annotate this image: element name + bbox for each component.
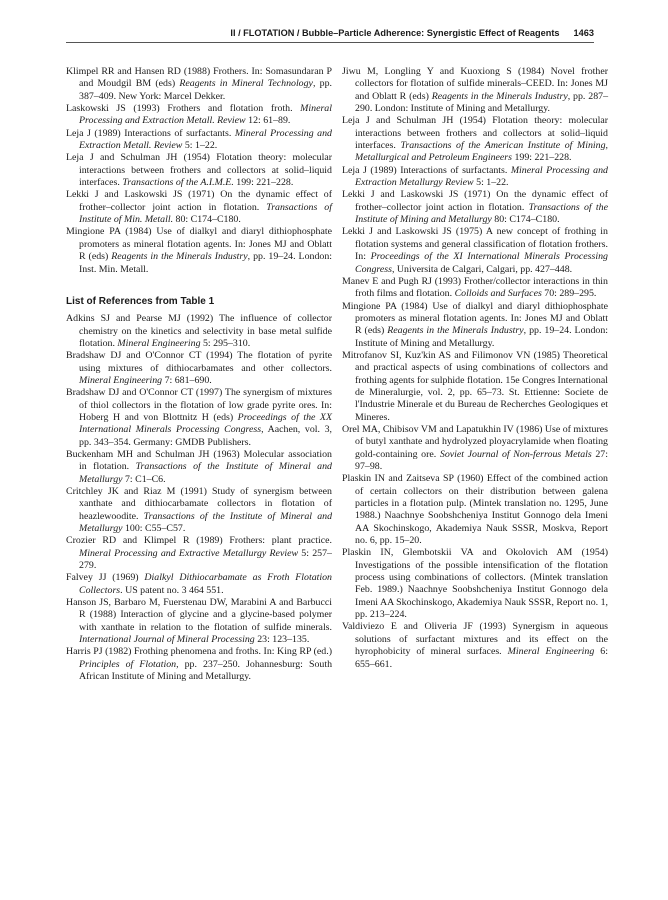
reference-entry (342, 66, 608, 115)
reference-list-main (66, 66, 332, 276)
reference-entry (66, 597, 332, 646)
reference-source-title: Mineral Engineering (507, 646, 595, 658)
reference-text: Lekki J and Laskowski JS (1971) On the dynamic effect of frother–collector joint action in flotation. (342, 189, 608, 213)
reference-text: Plaskin IN, Glembotskii VA and Okolovich AM (1954) Investigations of the possible intensification of the flotation process using combinations of collectors. (Mintek translation Feb. 1989.) Naachnye Soobshcheniya Institut Gonnogo dela Imeni AA Skochinskogo, Akademiya Nauk SSSR, Report no. 1, pp. 213–224. (342, 547, 608, 621)
reference-source-title: Transactions of the American Institute of Mining, Metallurgical and Petroleum Engineers (355, 140, 608, 164)
running-header (66, 28, 594, 43)
reference-entry (342, 276, 608, 301)
reference-text: Hanson JS, Barbaro M, Fuerstenau DW, Marabini A and Barbucci R (1988) Interaction of glycine and a glycine-based polymer with xanthate in relation to the flotation of sulfide minerals. (66, 597, 332, 633)
reference-source-title: Reagents in Mineral Technology (179, 78, 313, 90)
reference-list-table1-continued (342, 66, 608, 671)
reference-entry (342, 165, 608, 190)
reference-text: Klimpel RR and Hansen RD (1988) Frothers. In: Somasundaran P and Moudgil BM (eds) (66, 66, 332, 90)
reference-source-title: Mineral Processing and Extraction Metall. Review (79, 103, 332, 127)
reference-entry (342, 115, 608, 164)
reference-source-title: Transactions of the Institute of Mining and Metallurgy (355, 201, 608, 226)
right-column (342, 66, 608, 671)
reference-text: 199: 221–228. (511, 152, 572, 164)
running-title: II / FLOTATION / Bubble–Particle Adherence: Synergistic Effect of Reagents (230, 28, 560, 38)
reference-text: Orel MA, Chibisov VM and Lapatukhin IV (1986) Use of mixtures of butyl xanthate and hydrolyzed ployacrylamide when floating gold-containing ore. (342, 423, 608, 460)
reference-text: Manev E and Pugh RJ (1993) Frother/collector interactions in thin froth films and flotation. (342, 275, 608, 300)
reference-source-title: Mineral Engineering (79, 374, 163, 386)
reference-entry (342, 424, 608, 473)
page-number: 1463 (573, 28, 594, 38)
reference-text: Adkins SJ and Pearse MJ (1992) The influence of collector chemistry on the kinetics and selectivity in base metal sulfide flotation. (66, 313, 332, 349)
reference-text: 23: 123–135. (254, 634, 310, 646)
reference-source-title: Mineral Processing and Extraction Metallurgy Review (355, 164, 608, 189)
reference-text: Critchley JK and Riaz M (1991) Study of synergism between xanthate and dithiocarbamate collectors in flotation of heazlewoodite. (66, 486, 332, 522)
reference-text: Plaskin IN and Zaitseva SP (1960) Effect of the combined action of certain collectors on their distribution between galena particles in a flotation pulp. (Mintek translation no. 1295, June 1988.) Naachnye Soobshcheniya Institut Gonnogo dela Imeni AA Skochinskogo, Akademiya Nauk SSSR, Moskva, Report no. 6, pp. 15–20. (342, 473, 608, 547)
reference-text: 27: 97–98. (355, 448, 608, 472)
reference-source-title: Transactions of the Institute of Mineral and Metallurgy (79, 461, 332, 485)
reference-source-title: Dialkyl Dithiocarbamate as Froth Flotation Collectors (79, 572, 332, 596)
reference-entry (66, 226, 332, 275)
reference-source-title: Mineral Processing and Extractive Metallurgy Review (79, 547, 299, 559)
reference-source-title: Transactions of the Institute of Mineral and Metallurgy (79, 510, 333, 535)
reference-text: Mingione PA (1984) Use of dialkyl and diaryl dithiophosphate promoters as mineral flotation agents. In: Jones MJ and Oblatt R (eds) (342, 300, 608, 337)
reference-entry (66, 572, 332, 597)
reference-text: Jiwu M, Longling Y and Kuoxiong S (1984) Novel frother collectors for flotation of sulfide minerals–CEED. In: Jones MJ and Oblatt R (eds) (342, 66, 608, 102)
reference-entry (342, 189, 608, 226)
reference-entry (66, 350, 332, 387)
reference-text: , pp. 387–409. New York: Marcel Dekker. (79, 78, 333, 102)
reference-entry (66, 152, 332, 189)
reference-source-title: Transactions of the A.I.M.E. (122, 177, 234, 189)
reference-entry (66, 103, 332, 128)
reference-text: 5: 257–279. (79, 547, 332, 572)
reference-text: 5: 295–310. (200, 337, 251, 349)
reference-entry (342, 547, 608, 621)
reference-text: Valdiviezo E and Oliveria JF (1993) Synergism in aqueous solutions of surfactant mixtures and its effect on the hyrophobicity of mineral surfaces. (342, 621, 608, 658)
reference-entry (342, 621, 608, 670)
reference-entry (66, 128, 332, 153)
reference-entry (342, 350, 608, 424)
reference-text: Laskowski JS (1993) Frothers and flotation froth. (66, 103, 301, 115)
reference-text: Falvey JJ (1969) (66, 572, 145, 584)
reference-text: Mitrofanov SI, Kuz'kin AS and Filimonov VN (1985) Theoretical and practical aspects of using combinations of collectors and frothing agents for sulphide flotation. 15e Congres International de Mineralurgie, vol. 2, pp. 65–73. St. Ettienne: Societe de l'Industrie Minerale et du Bureau de Recherches Geologiques et Mineres. (342, 349, 608, 423)
reference-entry (66, 387, 332, 449)
reference-text: 12: 61–89. (245, 115, 291, 127)
reference-entry (342, 226, 608, 275)
reference-text: Bradshaw DJ and O'Connor CT (1997) The synergism of mixtures of thiol collectors in the flotation of low grade pyrite ores. In: Hoberg H and von Blottnitz H (eds) (66, 387, 332, 423)
reference-text: Harris PJ (1982) Frothing phenomena and froths. In: King RP (ed.) (66, 646, 332, 658)
reference-text: , pp. 19–24. London: Inst. Min. Metall. (79, 251, 332, 275)
reference-text: 7: C1–C6. (122, 473, 166, 485)
section-heading-table1-refs: List of References from Table 1 (66, 295, 215, 307)
reference-text: 100: C55–C57. (122, 523, 186, 535)
reference-list-table1 (66, 313, 332, 683)
reference-entry (66, 189, 332, 226)
reference-text: Mingione PA (1984) Use of dialkyl and diaryl dithiophosphate promoters as mineral flotation agents. In: Jones MJ and Oblatt R (eds) (66, 226, 332, 263)
reference-source-title: Reagents in the Minerals Industry (111, 251, 248, 263)
reference-text: Crozier RD and Klimpel R (1989) Frothers: plant practice. (66, 535, 332, 547)
reference-entry (66, 313, 332, 350)
reference-entry (66, 535, 332, 572)
reference-text: 7: 681–690. (162, 374, 212, 386)
reference-text: 70: 289–295. (541, 288, 597, 300)
reference-text: Lekki J and Laskowski JS (1971) On the dynamic effect of frother–collector joint action in flotation. (66, 189, 332, 213)
reference-text: , Universita de Calgari, Calgari, pp. 427–448. (391, 263, 573, 275)
reference-text: Buckenham MH and Schulman JH (1963) Molecular association in flotation. (66, 448, 332, 473)
reference-source-title: Colloids and Surfaces (454, 288, 542, 300)
reference-source-title: Proceedings of the XX International Minerals Processing Congress (79, 411, 332, 436)
reference-text: Bradshaw DJ and O'Connor CT (1994) The flotation of pyrite using mixtures of dithiocarbamates and other collectors. (66, 350, 332, 374)
reference-text: Leja J and Schulman JH (1954) Flotation theory: molecular interactions between frothers and collectors at solid–liquid interfaces. (66, 152, 332, 189)
reference-entry (66, 449, 332, 486)
reference-source-title: Transactions of Institute of Min. Metall. (79, 201, 332, 226)
reference-source-title: International Journal of Mineral Processing (79, 634, 255, 646)
reference-source-title: Soviet Journal of Non-ferrous Metals (439, 448, 592, 460)
reference-text: , Aachen, vol. 3, pp. 343–354. Germany: GMDB Publishers. (79, 424, 332, 448)
reference-entry (66, 486, 332, 535)
reference-source-title: Reagents in the Minerals Industry (431, 90, 568, 102)
reference-text: Leja J (1989) Interactions of surfactants. (66, 127, 235, 139)
reference-source-title: Mineral Processing and Extraction Metall. Review (79, 127, 332, 152)
reference-text: Lekki J and Laskowski JS (1975) A new concept of frothing in flotation systems and general classification of flotation frothers. In: (342, 226, 608, 263)
reference-text: , pp. 19–24. London: Institute of Mining and Metallurgy. (355, 325, 608, 349)
reference-text: 199: 221–228. (233, 177, 294, 189)
reference-entry (66, 66, 332, 103)
reference-text: 5: 1–22. (182, 140, 218, 152)
reference-entry (342, 301, 608, 350)
reference-source-title: Principles of Flotation (79, 658, 177, 670)
reference-text: 80: C174–C180. (491, 214, 560, 226)
reference-entry (342, 473, 608, 547)
reference-source-title: Mineral Engineering (117, 337, 201, 349)
reference-text: 5: 1–22. (473, 177, 509, 189)
reference-source-title: Reagents in the Minerals Industry (387, 325, 524, 337)
reference-text: . US patent no. 3 464 551. (120, 584, 224, 596)
reference-text: 80: C174–C180. (173, 214, 241, 226)
reference-text: Leja J (1989) Interactions of surfactants. (342, 164, 511, 176)
left-column (66, 66, 332, 684)
reference-text: , pp. 287–290. London: Institute of Mining and Metallurgy. (355, 90, 609, 115)
reference-text: , pp. 237–250. Johannesburg: South African Institute of Mining and Metallurgy. (79, 658, 333, 683)
reference-source-title: Proceedings of the XI International Minerals Processing Congress (355, 251, 608, 275)
reference-text: 6: 655–661. (355, 646, 608, 670)
reference-text: Leja J and Schulman JH (1954) Flotation theory: molecular interactions between frothers and collectors at solid–liquid interfaces. (342, 115, 608, 152)
reference-entry (66, 646, 332, 683)
